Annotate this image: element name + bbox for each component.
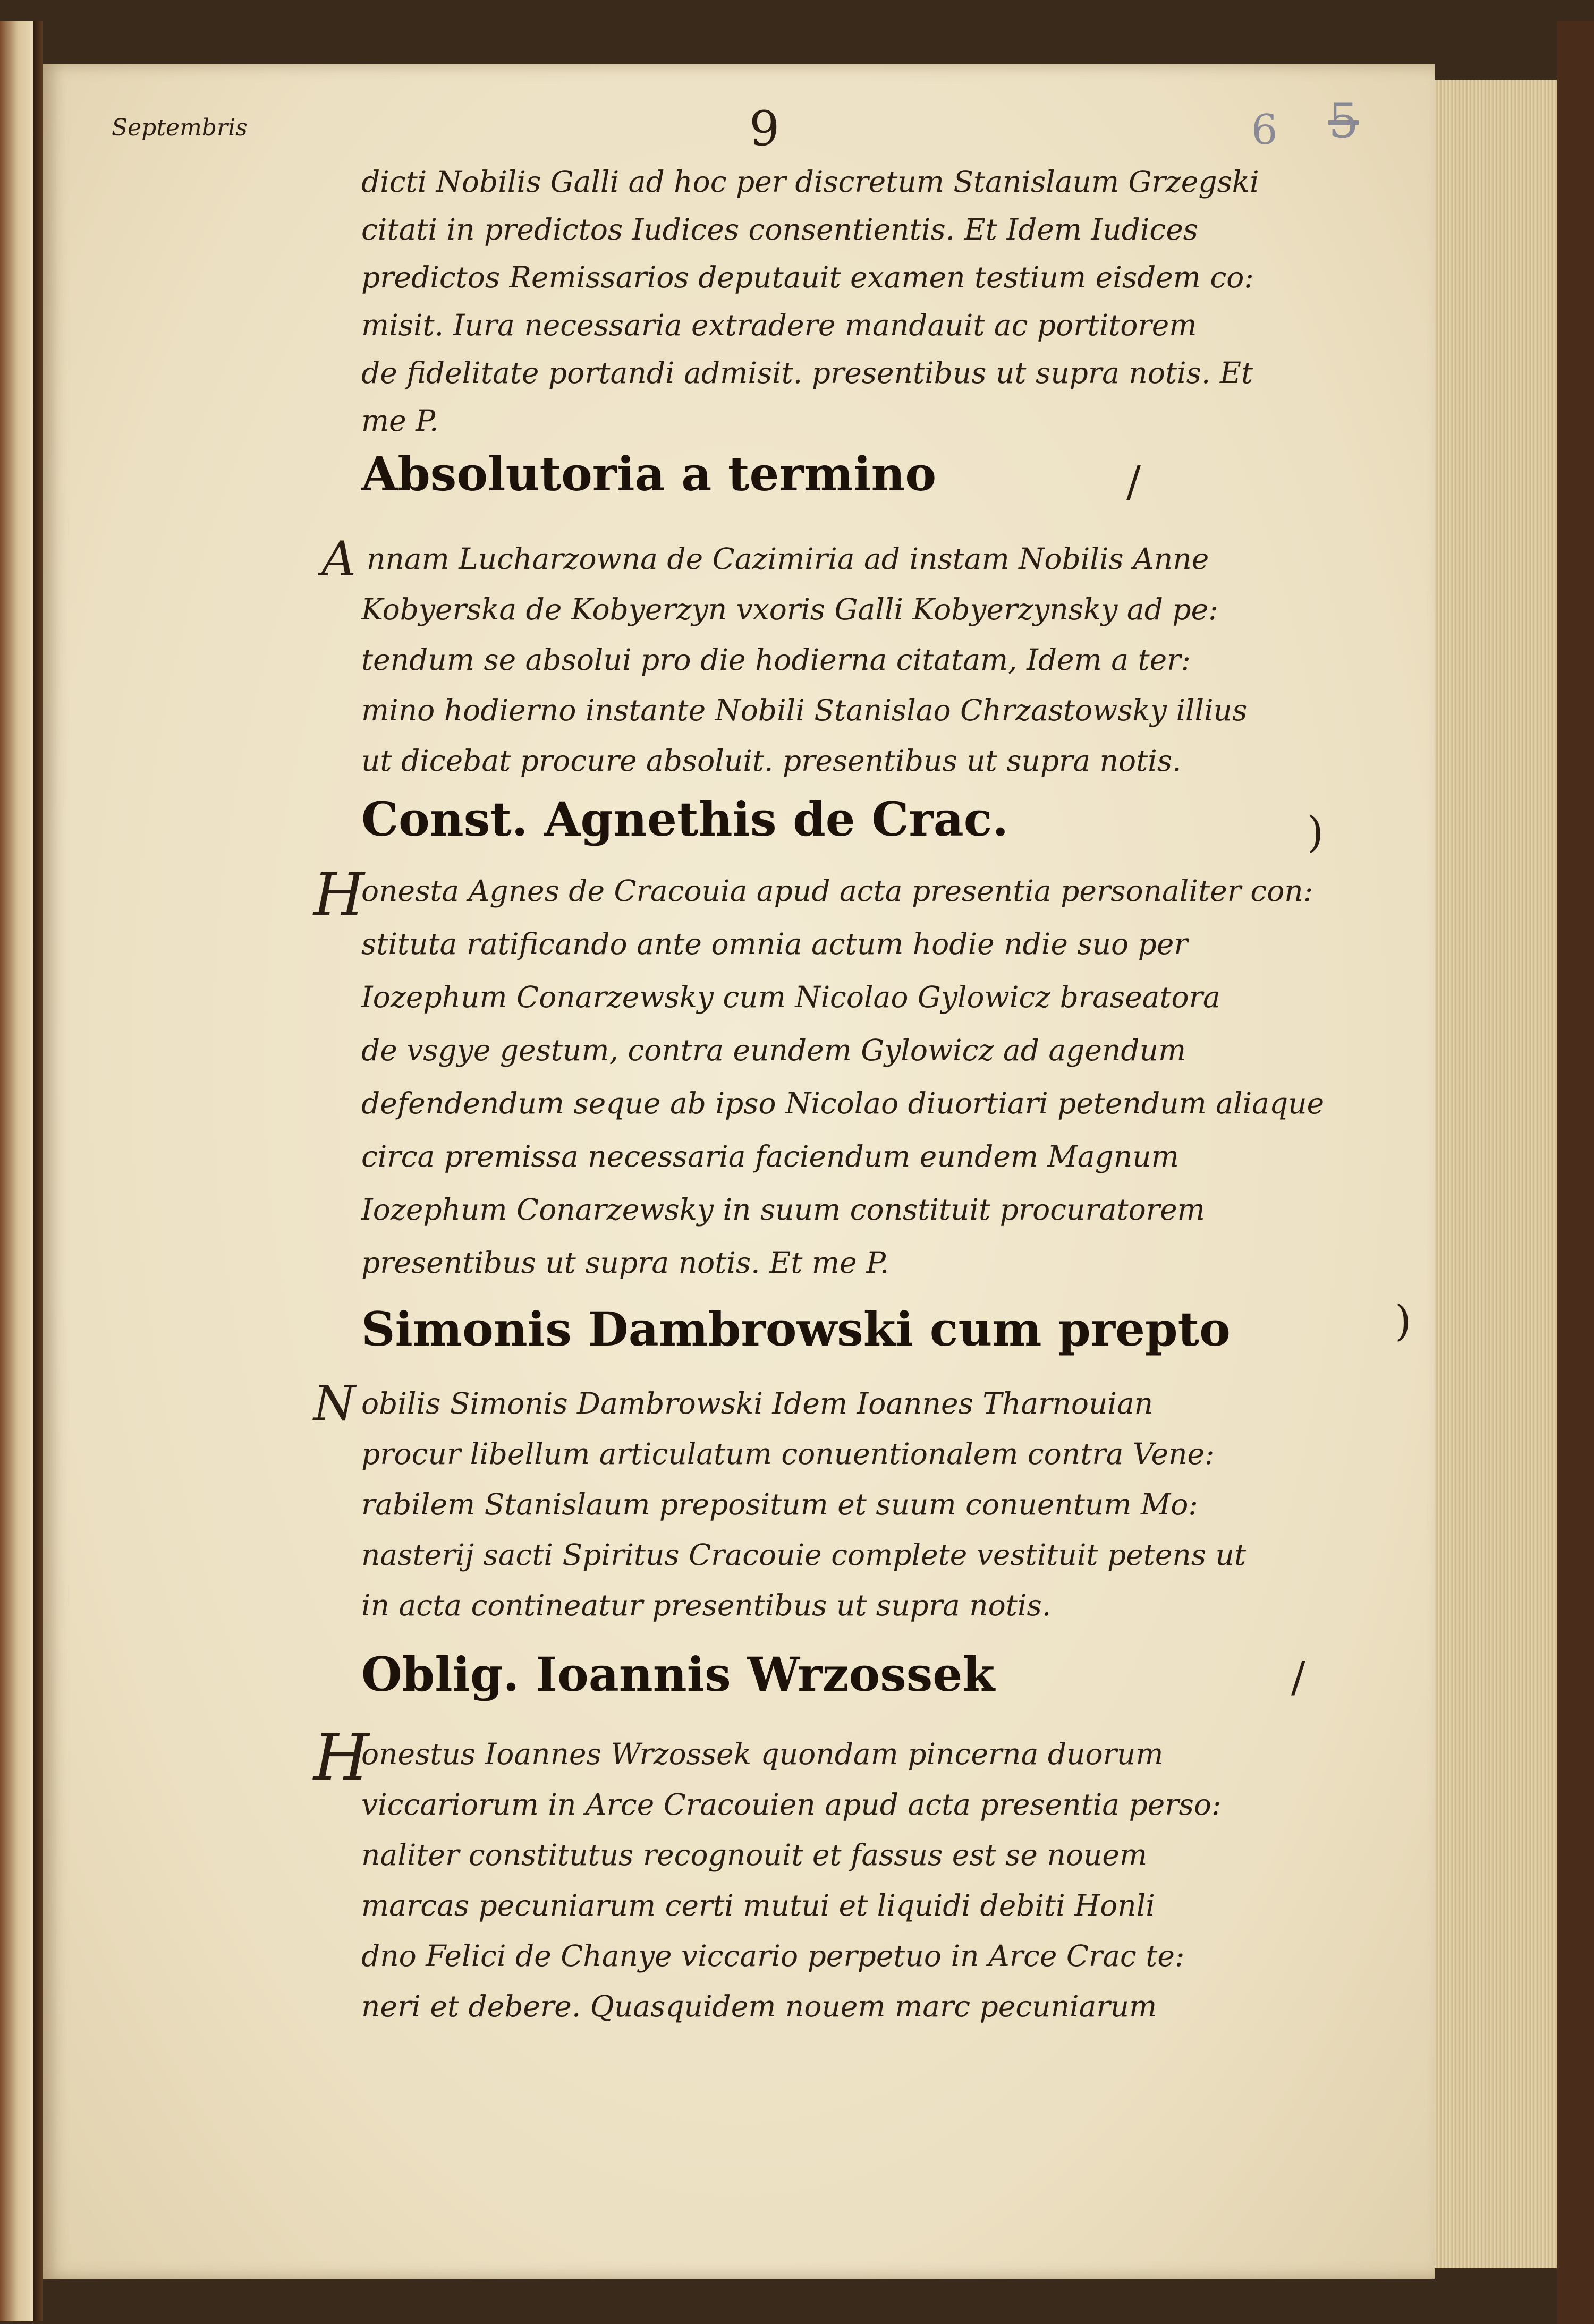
text-line: circa premissa necessaria faciendum eundem Magnum	[361, 1139, 1179, 1173]
text-line: misit. Iura necessaria extradere mandauit ac portitorem	[361, 308, 1197, 342]
text-line: predictos Remissarios deputauit examen testium eisdem co:	[361, 260, 1254, 294]
entry-title: Const. Agnethis de Crac.	[361, 791, 1008, 847]
text-line: Iozephum Conarzewsky cum Nicolao Gylowicz braseatora	[361, 980, 1220, 1014]
page-number: 9	[749, 101, 780, 157]
folio-number: 6	[1251, 106, 1278, 154]
text-line: viccariorum in Arce Cracouien apud acta presentia perso:	[361, 1787, 1222, 1821]
margin-tick: )	[1395, 1296, 1412, 1346]
binding-shadow	[33, 21, 43, 2321]
book-cover	[1557, 21, 1594, 2324]
text-line: de fidelitate portandi admisit. presentibus ut supra notis. Et	[361, 356, 1253, 390]
folio-number-crossed: 5	[1328, 93, 1359, 149]
text-line: presentibus ut supra notis. Et me P.	[361, 1246, 889, 1280]
text-line: neri et debere. Quasquidem nouem marc pecuniarum	[361, 1989, 1157, 2023]
text-line: marcas pecuniarum certi mutui et liquidi debiti Honli	[361, 1888, 1155, 1922]
margin-tick: )	[1307, 807, 1324, 857]
text-line: naliter constitutus recognouit et fassus est se nouem	[361, 1838, 1148, 1872]
left-page-edge	[0, 21, 33, 2321]
entry-title: Simonis Dambrowski cum prepto	[361, 1301, 1231, 1357]
text-line: nnam Lucharzowna de Cazimiria ad instam Nobilis Anne	[367, 542, 1209, 576]
text-line: de vsgye gestum, contra eundem Gylowicz ad agendum	[361, 1033, 1186, 1067]
text-line: dicti Nobilis Galli ad hoc per discretum Stanislaum Grzegski	[361, 165, 1259, 199]
text-line: mino hodierno instante Nobili Stanislao Chrzastowsky illius	[361, 693, 1248, 727]
text-line: me P.	[361, 404, 439, 438]
entry-initial: A	[321, 531, 356, 587]
margin-tick: /	[1126, 457, 1141, 506]
text-line: rabilem Stanislaum prepositum et suum conuentum Mo:	[361, 1487, 1198, 1521]
text-line: onestus Ioannes Wrzossek quondam pincerna duorum	[361, 1737, 1164, 1771]
text-line: Kobyerska de Kobyerzyn vxoris Galli Kobyerzynsky ad pe:	[361, 592, 1218, 626]
text-line: Iozephum Conarzewsky in suum constituit procuratorem	[361, 1193, 1205, 1227]
text-line: obilis Simonis Dambrowski Idem Ioannes Tharnouian	[361, 1386, 1154, 1420]
text-line: defendendum seque ab ipso Nicolao diuortiari petendum aliaque	[361, 1086, 1325, 1120]
month-header: Septembris	[112, 114, 248, 141]
text-line: citati in predictos Iudices consentientis. Et Idem Iudices	[361, 212, 1198, 246]
text-line: in acta contineatur presentibus ut supra notis.	[361, 1588, 1052, 1622]
manuscript-page	[43, 64, 1435, 2279]
text-line: stituta ratificando ante omnia actum hodie ndie suo per	[361, 927, 1188, 961]
entry-title: Oblig. Ioannis Wrzossek	[361, 1647, 995, 1702]
entry-initial: H	[313, 861, 364, 929]
entry-initial: N	[313, 1376, 355, 1432]
text-line: nasterij sacti Spiritus Cracouie complete vestituit petens ut	[361, 1538, 1247, 1572]
page-stack-edge	[1435, 80, 1561, 2268]
text-line: tendum se absolui pro die hodierna citatam, Idem a ter:	[361, 643, 1191, 677]
text-line: dno Felici de Chanye viccario perpetuo in Arce Crac te:	[361, 1939, 1185, 1973]
text-line: ut dicebat procure absoluit. presentibus ut supra notis.	[361, 744, 1182, 778]
text-line: procur libellum articulatum conuentionalem contra Vene:	[361, 1437, 1215, 1471]
entry-title: Absolutoria a termino	[361, 446, 937, 501]
entry-initial: H	[313, 1721, 369, 1795]
margin-tick: /	[1291, 1652, 1305, 1701]
text-line: onesta Agnes de Cracouia apud acta presentia personaliter con:	[361, 874, 1313, 908]
